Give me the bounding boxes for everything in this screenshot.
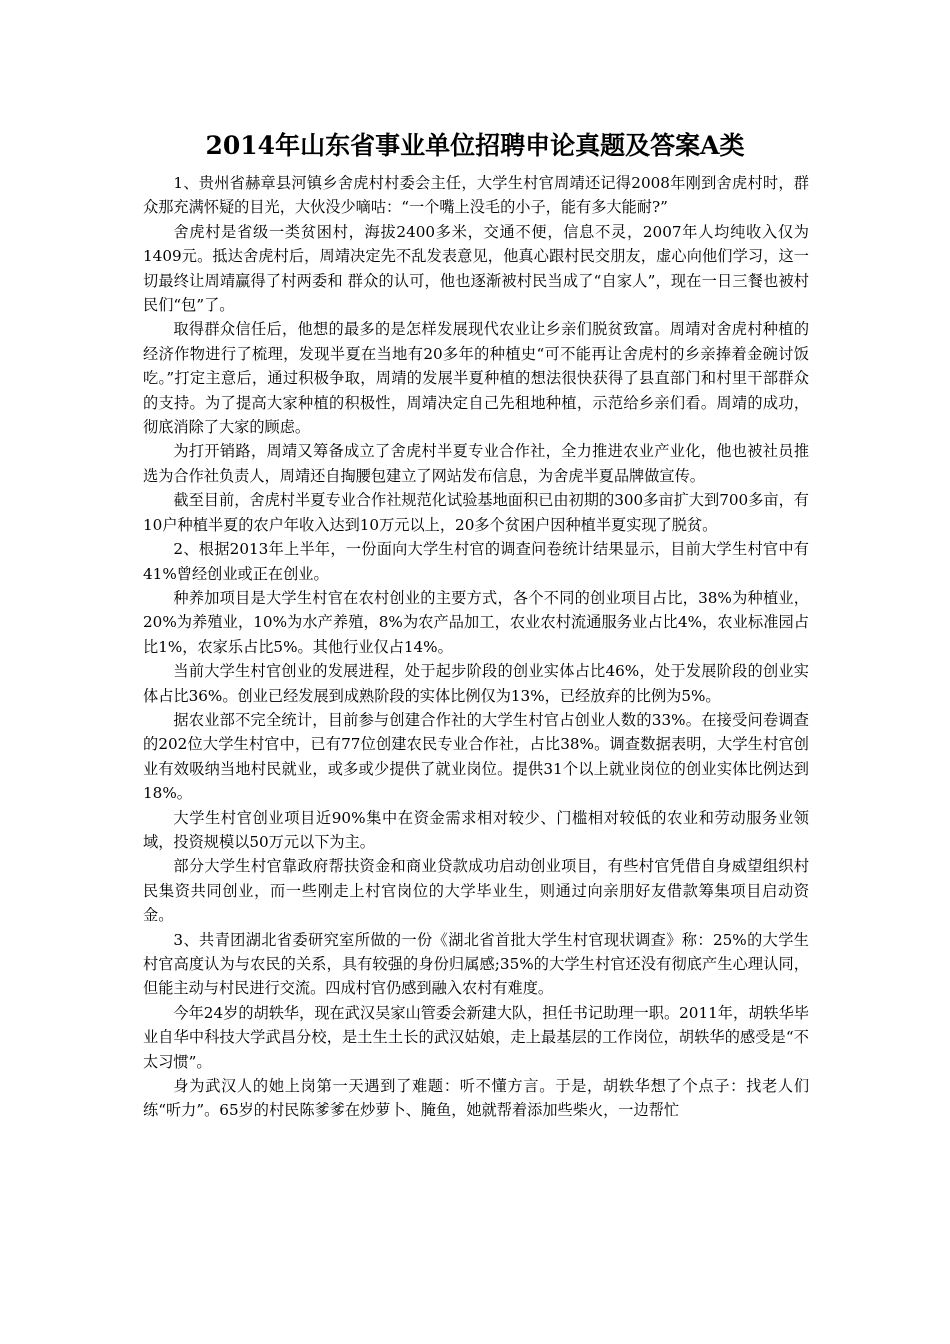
paragraph: 截至目前，舍虎村半夏专业合作社规范化试验基地面积已由初期的300多亩扩大到700多亩，有10户种植半夏的农户年收入达到10万元以上，20多个贫困户因种植半夏实现了脱贫。: [143, 491, 809, 534]
paragraph: 部分大学生村官靠政府帮扶资金和商业贷款成功启动创业项目，有些村官凭借自身威望组织村民集资共同创业，而一些刚走上村官岗位的大学毕业生，则通过向亲朋好友借款筹集项目启动资金。: [143, 857, 809, 925]
document-body: [143, 171, 809, 1123]
paragraph: 当前大学生村官创业的发展进程，处于起步阶段的创业实体占比46%，处于发展阶段的创业实体占比36%。创业已经发展到成熟阶段的实体比例仅为13%，已经放弃的比例为5%。: [143, 662, 809, 705]
paragraph: 1、贵州省赫章县河镇乡舍虎村村委会主任，大学生村官周靖还记得2008年刚到舍虎村时，群众那充满怀疑的目光，大伙没少嘀咕：“一个嘴上没毛的小子，能有多大能耐?”: [143, 174, 809, 217]
paragraph: 3、共青团湖北省委研究室所做的一份《湖北省首批大学生村官现状调查》称：25%的大学生村官高度认为与农民的关系，具有较强的身份归属感;35%的大学生村官还没有彻底产生心理认同，但能主动与村民进行交流。四成村官仍感到融入农村有难度。: [143, 930, 809, 998]
paragraph: 身为武汉人的她上岗第一天遇到了难题：听不懂方言。于是，胡轶华想了个点子：找老人们练“听力”。65岁的村民陈爹爹在炒萝卜、腌鱼，她就帮着添加些柴火，一边帮忙: [143, 1077, 809, 1120]
paragraph: 据农业部不完全统计，目前参与创建合作社的大学生村官占创业人数的33%。在接受问卷调查的202位大学生村官中，已有77位创建农民专业合作社，占比38%。调查数据表明，大学生村官创业有效吸纳当地村民就业，或多或少提供了就业岗位。提供31个以上就业岗位的创业实体比例达到18%。: [143, 710, 809, 803]
paragraph: 今年24岁的胡轶华，现在武汉吴家山管委会新建大队，担任书记助理一职。2011年，胡轶华毕业自华中科技大学武昌分校，是土生土长的武汉姑娘，走上最基层的工作岗位，胡轶华的感受是“不太习惯”。: [143, 1003, 809, 1071]
paragraph: 大学生村官创业项目近90%集中在资金需求相对较少、门槛相对较低的农业和劳动服务业领域，投资规模以50万元以下为主。: [143, 808, 809, 851]
paragraph: 种养加项目是大学生村官在农村创业的主要方式，各个不同的创业项目占比，38%为种植业，20%为养殖业，10%为水产养殖，8%为农产品加工，农业农村流通服务业占比4%，农业标准园占比1%，农家乐占比5%。其他行业仅占14%。: [143, 588, 809, 656]
document-title: 2014年山东省事业单位招聘申论真题及答案A类: [205, 131, 745, 160]
paragraph: 舍虎村是省级一类贫困村，海拔2400多米，交通不便，信息不灵，2007年人均纯收入仅为1409元。抵达舍虎村后，周靖决定先不乱发表意见，他真心跟村民交朋友，虚心向他们学习，这一切最终让周靖赢得了村两委和 群众的认可，他也逐渐被村民当成了“自家人”，现在一日三餐也被村民们“包”了。: [143, 222, 809, 315]
paragraph: 为打开销路，周靖又筹备成立了舍虎村半夏专业合作社，全力推进农业产业化，他也被社员推选为合作社负责人，周靖还自掏腰包建立了网站发布信息，为舍虎半夏品牌做宣传。: [143, 442, 809, 485]
paragraph: 2、根据2013年上半年，一份面向大学生村官的调查问卷统计结果显示，目前大学生村官中有41%曾经创业或正在创业。: [143, 540, 809, 583]
paragraph: 取得群众信任后，他想的最多的是怎样发展现代农业让乡亲们脱贫致富。周靖对舍虎村种植的经济作物进行了梳理，发现半夏在当地有20多年的种植史“可不能再让舍虎村的乡亲捧着金碗讨饭吃。”打定主意后，通过积极争取，周靖的发展半夏种植的想法很快获得了县直部门和村里干部群众的支持。为了提高大家种植的积极性，周靖决定自己先租地种植，示范给乡亲们看。周靖的成功，彻底消除了大家的顾虑。: [143, 320, 809, 437]
